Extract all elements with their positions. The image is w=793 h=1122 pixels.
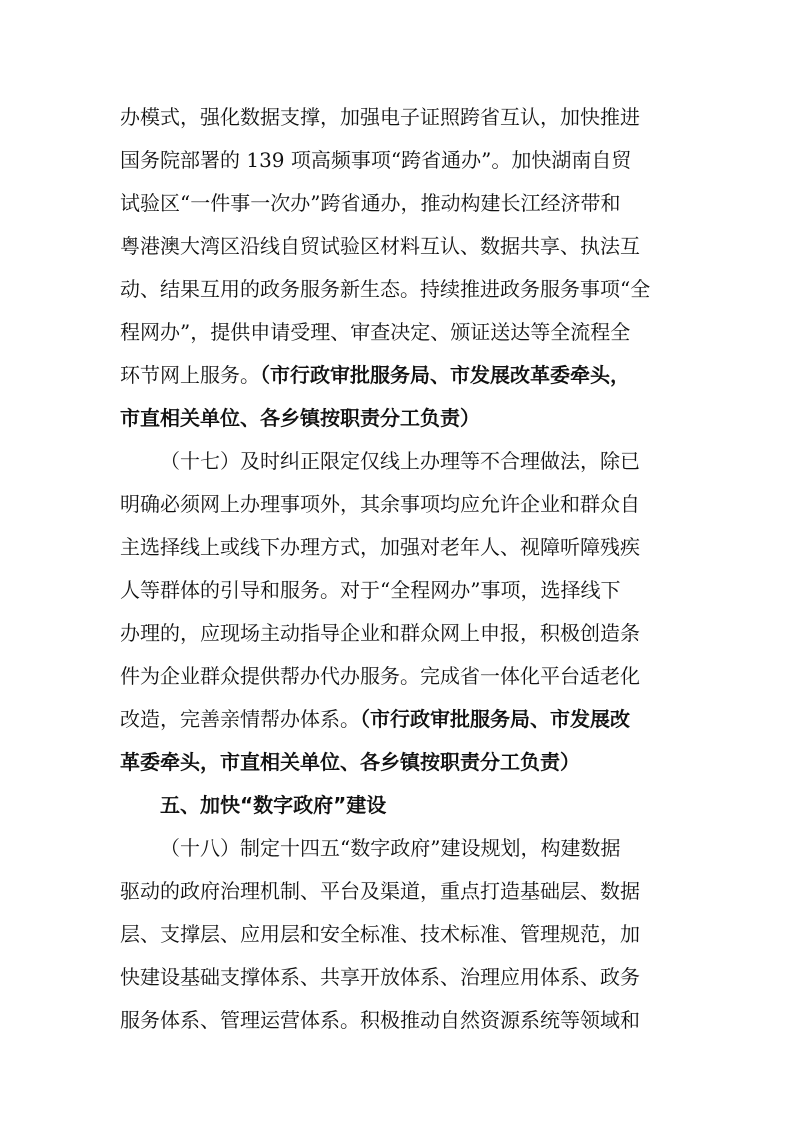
text-line-3 [120,183,672,223]
text-line-14 [120,656,672,696]
line-text: 主选择线上或线下办理方式，加强对老年人、视障听障残疾 [120,535,640,559]
line-text: 改造，完善亲情帮办体系。 [120,707,360,731]
line-text: 层、支撑层、应用层和安全标准、技术标准、管理规范，加 [120,922,640,946]
line-text: 粤港澳大湾区沿线自贸试验区材料互认、数据共享、执法互 [120,234,640,258]
section-title: 五、加快“数字政府”建设 [160,793,387,817]
responsibility-note: （市行政审批服务局、市发展改革委牵头， [260,363,630,387]
text-line-19 [120,871,672,911]
text-line-2 [120,140,672,180]
line-text: 国务院部署的 139 项高频事项“跨省通办”。加快湖南自贸 [120,148,632,172]
text-line-10 [120,484,672,524]
responsibility-note: 革委牵头，市直相关单位、各乡镇按职责分工负责） [120,750,580,774]
text-line-13 [120,613,672,653]
text-line-18 [160,828,672,868]
line-text: 快建设基础支撑体系、共享开放体系、治理应用体系、政务 [120,965,640,989]
text-line-9 [160,441,672,481]
text-line-5 [120,269,672,309]
text-line-6 [120,312,672,352]
text-line-20 [120,914,672,954]
line-text: 人等群体的引导和服务。对于“全程网办”事项，选择线下 [120,578,621,602]
text-line-8 [120,398,672,438]
line-text: 明确必须网上办理事项外，其余事项均应允许企业和群众自 [120,492,640,516]
line-text: 试验区“一件事一次办”跨省通办，推动构建长江经济带和 [120,191,621,215]
section-heading [160,785,672,825]
line-text: 驱动的政府治理机制、平台及渠道，重点打造基础层、数据 [120,879,640,903]
line-text: 办模式，强化数据支撑，加强电子证照跨省互认，加快推进 [120,105,640,129]
text-line-7 [120,355,672,395]
text-line-15 [120,699,672,739]
clause-heading: （十八）制定十四五“数字政府”建设规划，构建数据 [160,836,621,860]
text-line-16 [120,742,672,782]
text-line-11 [120,527,672,567]
text-line-4 [120,226,672,266]
text-line-12 [120,570,672,610]
line-text: 环节网上服务。 [120,363,260,387]
text-line-1 [120,97,672,137]
responsibility-note: 市直相关单位、各乡镇按职责分工负责） [120,406,480,430]
line-text: 件为企业群众提供帮办代办服务。完成省一体化平台适老化 [120,664,640,688]
line-text: 服务体系、管理运营体系。积极推动自然资源系统等领域和 [120,1008,640,1032]
text-line-22 [120,1000,672,1040]
line-text: 动、结果互用的政务服务新生态。持续推进政务服务事项“全 [120,277,651,301]
line-text: 办理的，应现场主动指导企业和群众网上申报，积极创造条 [120,621,640,645]
clause-heading: （十七）及时纠正限定仅线上办理等不合理做法，除已 [160,449,640,473]
line-text: 程网办”，提供申请受理、审查决定、颁证送达等全流程全 [120,320,631,344]
responsibility-note: （市行政审批服务局、市发展改 [360,707,630,731]
text-line-21 [120,957,672,997]
